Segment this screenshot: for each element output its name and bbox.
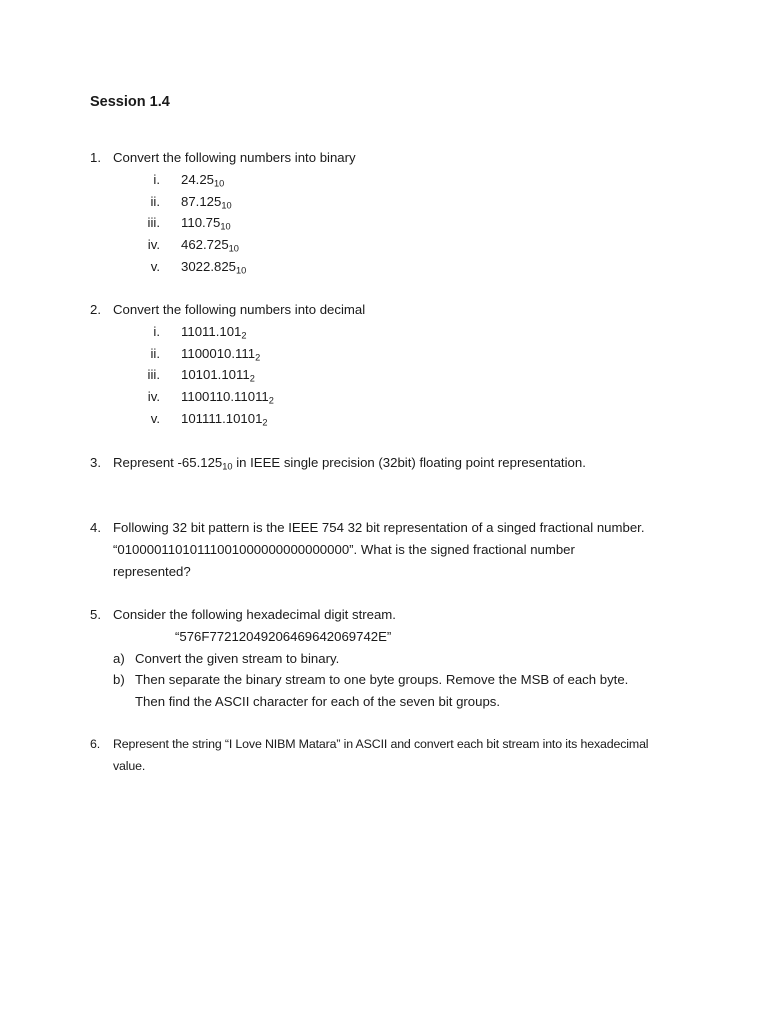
list-item — [90, 386, 690, 408]
number-base: 2 — [262, 417, 268, 428]
number-value: 87.125 — [181, 193, 222, 209]
question-text: Represent -65.125 — [113, 455, 223, 470]
question-text: Convert the following numbers into decimal — [113, 302, 366, 317]
roman-numeral: iv. — [147, 237, 160, 253]
list-item — [90, 234, 690, 256]
list-item — [90, 648, 700, 670]
roman-numeral: iii. — [147, 215, 160, 231]
list-item — [90, 669, 700, 713]
number-value: 462.725 — [181, 237, 229, 253]
number-base: 2 — [255, 351, 261, 362]
roman-numeral: v. — [150, 410, 160, 426]
number-base: 2 — [241, 330, 247, 341]
question-5 — [90, 604, 700, 713]
number-value: 1100110.11011 — [181, 389, 269, 405]
number-value: 3022.825 — [181, 258, 237, 274]
list-text-continued: Then find the ASCII character for each of the seven bit groups. — [135, 694, 501, 710]
list-item — [90, 408, 690, 430]
question-text: Represent the string “I Love NIBM Matara” in ASCII and convert each bit stream into its hexadecimal — [113, 737, 649, 751]
list-item — [90, 256, 690, 278]
number-value: 101111.10101 — [181, 410, 263, 426]
list-item — [90, 169, 690, 191]
list-item — [90, 321, 690, 343]
number-value: 11011.101 — [181, 323, 242, 339]
question-text-continued: value. — [113, 758, 146, 773]
number-value: 10101.1011 — [181, 367, 250, 383]
list-label: b) — [113, 672, 125, 688]
list-label: a) — [113, 650, 125, 666]
question-2 — [90, 299, 690, 430]
number-value: 110.75 — [181, 215, 221, 231]
roman-numeral: iv. — [147, 389, 160, 405]
question-number: 5. — [90, 607, 101, 622]
question-text-continued: in IEEE single precision (32bit) floating point representation. — [232, 455, 586, 470]
question-number: 4. — [90, 520, 101, 535]
question-1 — [90, 147, 690, 278]
question-3 — [90, 452, 690, 474]
question-4 — [90, 517, 700, 582]
question-number: 3. — [90, 455, 101, 470]
number-value: 24.25 — [181, 171, 215, 187]
list-item — [90, 212, 690, 234]
page-title: Session 1.4 — [90, 94, 170, 110]
question-text: Consider the following hexadecimal digit stream. — [113, 607, 396, 622]
roman-numeral: iii. — [147, 367, 160, 383]
roman-numeral: i. — [153, 323, 160, 339]
roman-numeral: v. — [150, 258, 160, 274]
number-value: 1100010.111 — [181, 345, 256, 361]
bit-pattern-line: “01000011010111001000000000000000”. What is the signed fractional number — [113, 541, 575, 557]
roman-numeral: ii. — [150, 345, 160, 361]
number-base: 10 — [228, 243, 239, 254]
question-number: 1. — [90, 150, 101, 165]
question-number: 6. — [90, 737, 101, 751]
list-text: Convert the given stream to binary. — [135, 650, 340, 666]
list-item — [90, 364, 690, 386]
question-6 — [90, 734, 710, 778]
number-base: 10 — [236, 265, 247, 276]
question-text: Convert the following numbers into binary — [113, 150, 356, 165]
hex-stream: “576F77212049206469642069742E” — [175, 628, 392, 644]
number-base: 10 — [214, 178, 225, 189]
roman-numeral: ii. — [150, 193, 160, 209]
question-text: Following 32 bit pattern is the IEEE 754 32 bit representation of a singed fractional number. — [113, 520, 645, 535]
question-number: 2. — [90, 302, 101, 317]
number-base: 2 — [268, 395, 274, 406]
list-text: Then separate the binary stream to one byte groups. Remove the MSB of each byte. — [135, 672, 629, 688]
number-base: 10 — [220, 221, 231, 232]
number-base: 10 — [221, 199, 232, 210]
question-text-continued: represented? — [113, 563, 191, 579]
number-base: 10 — [222, 461, 233, 472]
list-item — [90, 343, 690, 365]
number-base: 2 — [249, 373, 255, 384]
roman-numeral: i. — [153, 171, 160, 187]
list-item — [90, 191, 690, 213]
